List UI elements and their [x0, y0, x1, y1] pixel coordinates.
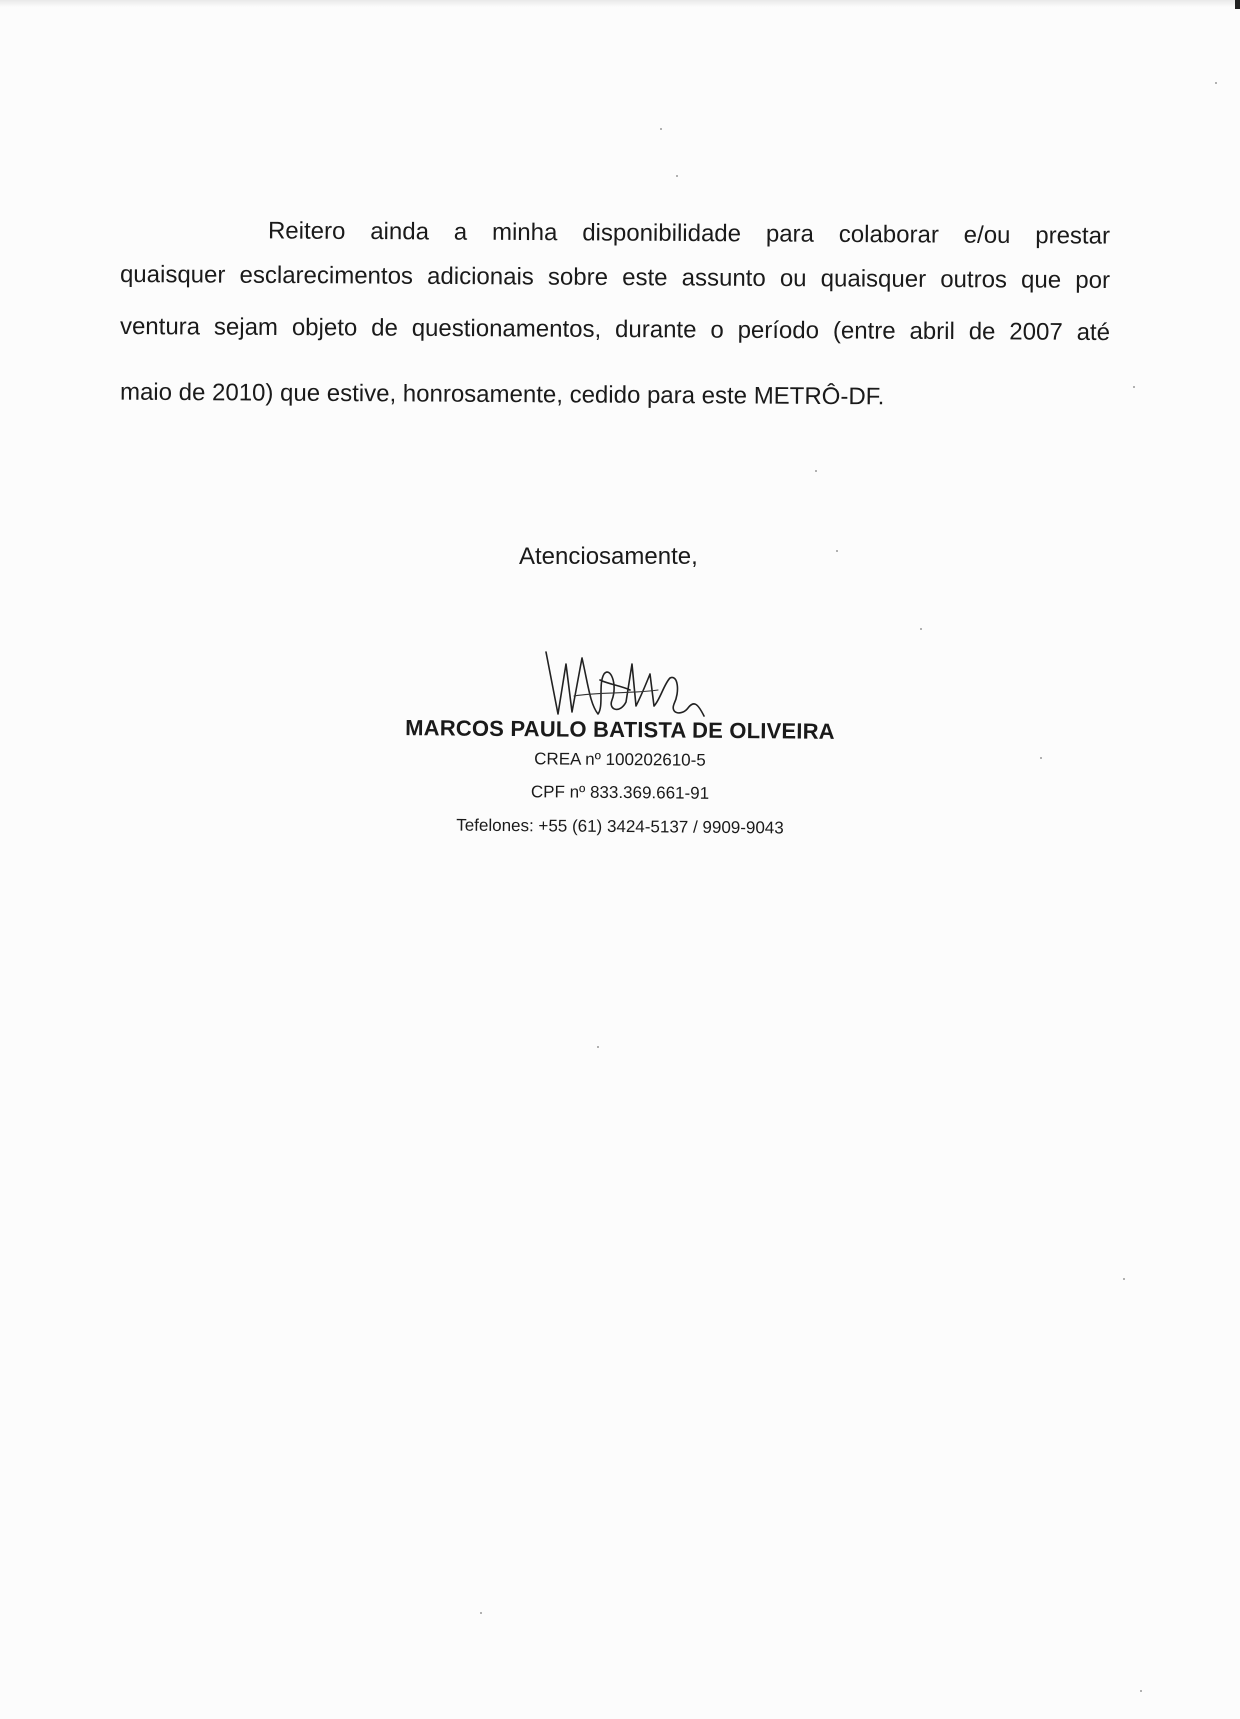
signer-cpf: CPF nº 833.369.661-91	[530, 782, 710, 803]
scan-speck	[597, 1046, 599, 1048]
scan-speck	[815, 470, 817, 472]
paragraph-line-2: quaisquer esclarecimentos adicionais sobre este assunto ou quaisquer outros que por	[119, 260, 1111, 295]
paragraph-line-1: Reitero ainda a minha disponibilidade para colaborar e/ou prestar	[267, 217, 1111, 250]
signer-name: MARCOS PAULO BATISTA DE OLIVEIRA	[405, 715, 835, 744]
scan-top-edge	[0, 0, 1240, 7]
scan-speck	[920, 628, 922, 630]
paragraph-line-3: ventura sejam objeto de questionamentos, durante o período (entre abril de 2007 até	[119, 312, 1111, 347]
closing-salutation: Atenciosamente,	[519, 543, 698, 570]
scan-speck	[1040, 757, 1042, 759]
scan-speck	[480, 1612, 482, 1614]
scan-speck	[1215, 82, 1217, 84]
paragraph-line-4: maio de 2010) que estive, honrosamente, cedido para este METRÔ-DF.	[119, 378, 885, 411]
scan-speck	[1140, 1690, 1142, 1692]
scan-speck	[676, 175, 678, 177]
scan-speck	[1123, 1278, 1125, 1280]
signer-crea: CREA nº 100202610-5	[534, 749, 706, 770]
scan-speck	[660, 128, 662, 130]
scan-corner-mark	[1235, 0, 1240, 9]
scan-speck	[1133, 386, 1135, 388]
signer-phones: Tefelones: +55 (61) 3424-5137 / 9909-9043	[456, 815, 784, 838]
scan-speck	[836, 550, 838, 552]
